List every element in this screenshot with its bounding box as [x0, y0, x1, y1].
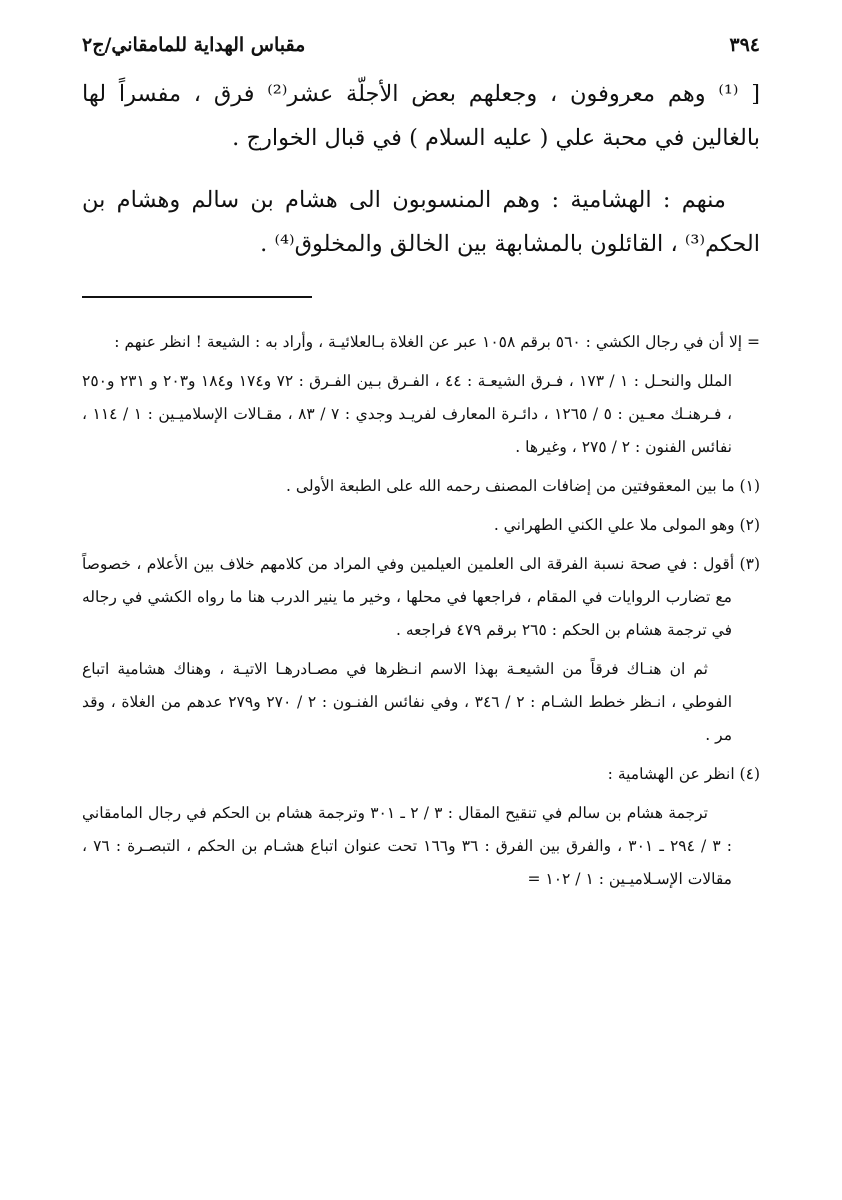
footnotes [82, 326, 760, 896]
main-text [82, 72, 760, 266]
main-paragraph-2: منهم : الهشامية : وهم المنسوبون الى هشام بن سالم وهشام بن الحكم⁽³⁾ ، القائلون بالمشابهة بين الخالق والمخلوق⁽⁴⁾ . [82, 187, 760, 257]
page-header [82, 30, 760, 72]
running-title: مقباس الهداية للمامقاني/ج٢ [82, 34, 306, 56]
footnote-1: (١) ما بين المعقوفتين من إضافات المصنف رحمه الله على الطبعة الأولى . [286, 477, 760, 495]
footnote-3: (٣) أقول : في صحة نسبة الفرقة الى العلمين العيلمين وفي المراد من كلامهم خلاف بين الأعلام ، خصوصاً مع تضارب الروايات في المقام ، فراجعها في محلها ، وخير ما ينير الدرب هنا ما رواه الكشي في رجاله في ترجمة هشام بن الحكم : ٢٦٥ برقم ٤٧٩ فراجعه . [82, 555, 760, 639]
footnote-3-continued: ثم ان هنـاك فرقاً من الشيعـة بهذا الاسم انـظرها في مصـادرهـا الاتيـة ، وهناك هشامية اتباع الفوطي ، انـظر خطط الشـام : ٢ / ٣٤٦ ، وفي نفائس الفنـون : ٢ / ٢٧٠ و٢٧٩ عدهم من الغلاة ، وقد مر . [82, 660, 733, 744]
footnote-separator [82, 296, 312, 298]
footnote-2: (٢) وهو المولى ملا علي الكني الطهراني . [493, 516, 760, 534]
main-paragraph-1: [ ⁽¹⁾ وهم معروفون ، وجعلهم بعض الأجلّة عشر⁽²⁾ فرق ، مفسراً لها بالغالين في محبة علي ( عليه السلام ) في قبال الخوارج . [82, 81, 760, 151]
footnote-continuation-references: الملل والنحـل : ١ / ١٧٣ ، فـرق الشيعـة : ٤٤ ، الفـرق بـين الفـرق : ٧٢ و١٧٤ و١٨٤ و٢٠٣ و ٢٣١ و٢٥٠ ، فـرهنـك معـين : ٥ / ١٢٦٥ ، دائـرة المعارف لفريـد وجدي : ٧ / ٨٣ ، مقـالات الإسلاميـين : ١ / ١١٤ ، نفائس الفنون : ٢ / ٢٧٥ ، وغيرها . [82, 372, 732, 456]
footnote-4-references: ترجمة هشام بن سالم في تنقيح المقال : ٣ / ٢ ـ ٣٠١ وترجمة هشام بن الحكم في رجال المامقاني : ٣ / ٢٩٤ ـ ٣٠١ ، والفرق بين الفرق : ٣٦ و١٦٦ تحت عنوان اتباع هشـام بن الحكم ، التبصـرة : ٧٦ ، مقالات الإسـلاميـين : ١ / ١٠٢ = [82, 804, 732, 888]
footnote-continuation: = إلا أن في رجال الكشي : ٥٦٠ برقم ١٠٥٨ عبر عن الغلاة بـالعلائيـة ، وأراد به : الشيعة ! انظر عنهم : [114, 333, 760, 351]
page-number: ٣٩٤ [729, 34, 760, 56]
footnote-4: (٤) انظر عن الهشامية : [607, 765, 760, 783]
document-page [82, 30, 760, 1180]
